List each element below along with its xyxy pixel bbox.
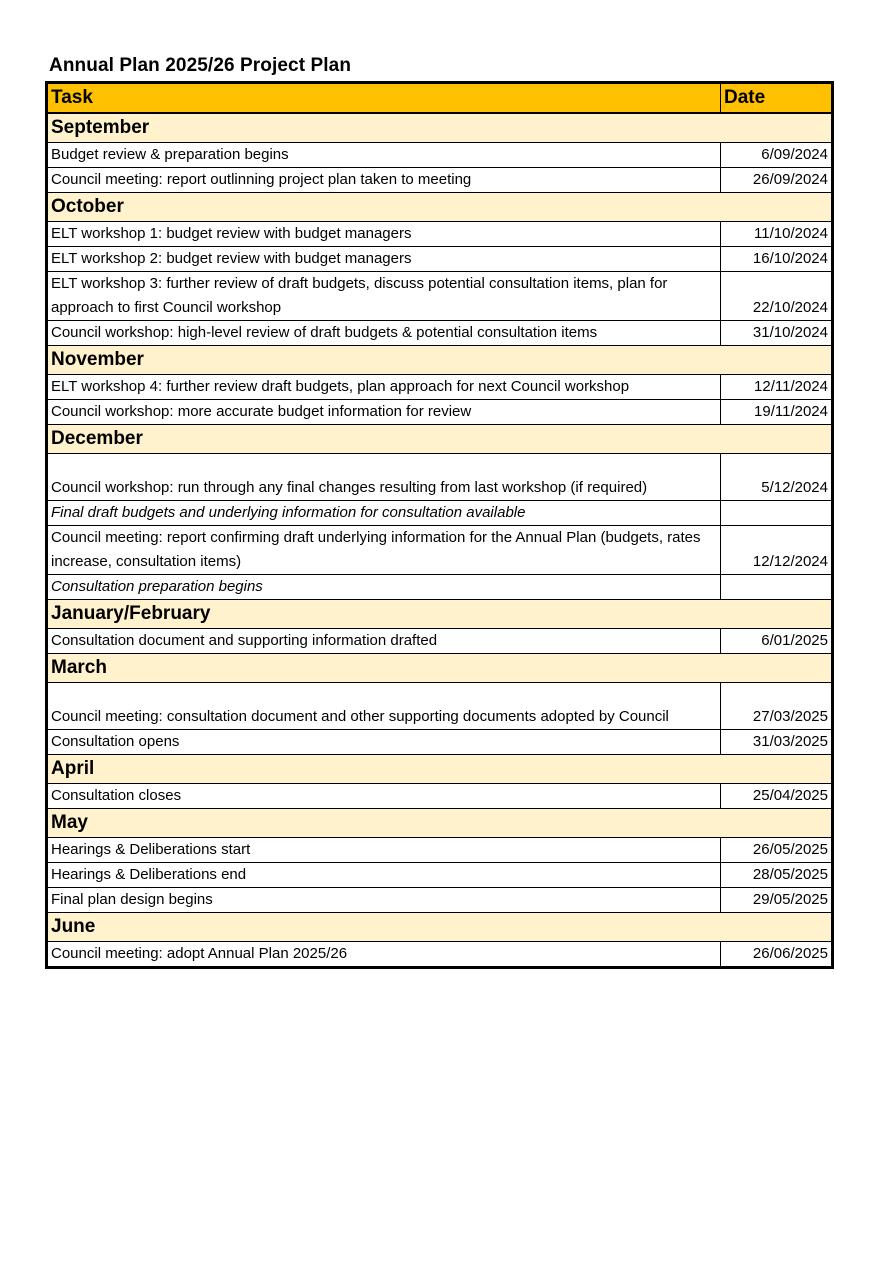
date-cell: 6/01/2025	[721, 629, 833, 654]
month-label: September	[47, 113, 833, 143]
month-row-october	[47, 193, 833, 222]
month-label: May	[47, 809, 833, 838]
task-row	[47, 784, 833, 809]
date-cell: 26/05/2025	[721, 838, 833, 863]
month-label: November	[47, 346, 833, 375]
month-row-november	[47, 346, 833, 375]
task-row	[47, 375, 833, 400]
task-row	[47, 168, 833, 193]
task-row	[47, 501, 833, 526]
project-plan-table	[45, 81, 834, 969]
task-cell: ELT workshop 4: further review draft budgets, plan approach for next Council workshop	[47, 375, 721, 400]
task-cell: Final draft budgets and underlying information for consultation available	[47, 501, 721, 526]
task-cell: ELT workshop 2: budget review with budget managers	[47, 247, 721, 272]
date-cell	[721, 501, 833, 526]
date-cell: 6/09/2024	[721, 143, 833, 168]
date-cell: 25/04/2025	[721, 784, 833, 809]
date-cell: 5/12/2024	[721, 454, 833, 501]
task-cell: ELT workshop 3: further review of draft budgets, discuss potential consultation items, plan for approach to first Council workshop	[47, 272, 721, 321]
date-cell: 31/03/2025	[721, 730, 833, 755]
task-column-header: Task	[47, 83, 721, 114]
date-column-header: Date	[721, 83, 833, 114]
task-cell: Consultation opens	[47, 730, 721, 755]
month-row-january-february	[47, 600, 833, 629]
month-label: June	[47, 913, 833, 942]
month-label: April	[47, 755, 833, 784]
task-row	[47, 272, 833, 321]
task-row	[47, 454, 833, 501]
table-header-row	[47, 83, 833, 114]
task-row	[47, 863, 833, 888]
task-row	[47, 838, 833, 863]
task-cell: Hearings & Deliberations start	[47, 838, 721, 863]
task-row	[47, 222, 833, 247]
date-cell: 31/10/2024	[721, 321, 833, 346]
document-title: Annual Plan 2025/26 Project Plan	[49, 55, 352, 76]
date-cell: 26/09/2024	[721, 168, 833, 193]
task-cell: Council meeting: report outlinning project plan taken to meeting	[47, 168, 721, 193]
task-cell: Council workshop: more accurate budget information for review	[47, 400, 721, 425]
date-cell: 12/11/2024	[721, 375, 833, 400]
month-row-march	[47, 654, 833, 683]
month-label: December	[47, 425, 833, 454]
date-cell: 29/05/2025	[721, 888, 833, 913]
task-cell: Council meeting: consultation document and other supporting documents adopted by Council	[47, 683, 721, 730]
task-cell: Consultation closes	[47, 784, 721, 809]
month-row-june	[47, 913, 833, 942]
task-cell: Budget review & preparation begins	[47, 143, 721, 168]
date-cell: 22/10/2024	[721, 272, 833, 321]
date-cell: 28/05/2025	[721, 863, 833, 888]
date-cell	[721, 575, 833, 600]
month-row-december	[47, 425, 833, 454]
date-cell: 16/10/2024	[721, 247, 833, 272]
task-cell: Consultation document and supporting information drafted	[47, 629, 721, 654]
date-cell: 11/10/2024	[721, 222, 833, 247]
task-row	[47, 683, 833, 730]
task-row	[47, 888, 833, 913]
task-row	[47, 942, 833, 968]
task-cell: Council workshop: high-level review of draft budgets & potential consultation items	[47, 321, 721, 346]
date-cell: 27/03/2025	[721, 683, 833, 730]
task-row	[47, 143, 833, 168]
date-cell: 12/12/2024	[721, 526, 833, 575]
month-label: March	[47, 654, 833, 683]
task-cell: Consultation preparation begins	[47, 575, 721, 600]
task-row	[47, 629, 833, 654]
task-row	[47, 730, 833, 755]
task-cell: ELT workshop 1: budget review with budget managers	[47, 222, 721, 247]
task-cell: Hearings & Deliberations end	[47, 863, 721, 888]
task-row	[47, 400, 833, 425]
date-cell: 19/11/2024	[721, 400, 833, 425]
month-row-may	[47, 809, 833, 838]
month-label: October	[47, 193, 833, 222]
task-cell: Council meeting: adopt Annual Plan 2025/26	[47, 942, 721, 968]
month-row-september	[47, 113, 833, 143]
task-cell: Council meeting: report confirming draft underlying information for the Annual Plan (budgets, rates increase, consultation items)	[47, 526, 721, 575]
task-row	[47, 247, 833, 272]
task-row	[47, 575, 833, 600]
task-row	[47, 526, 833, 575]
task-cell: Council workshop: run through any final changes resulting from last workshop (if required)	[47, 454, 721, 501]
task-row	[47, 321, 833, 346]
month-row-april	[47, 755, 833, 784]
month-label: January/February	[47, 600, 833, 629]
task-cell: Final plan design begins	[47, 888, 721, 913]
date-cell: 26/06/2025	[721, 942, 833, 968]
